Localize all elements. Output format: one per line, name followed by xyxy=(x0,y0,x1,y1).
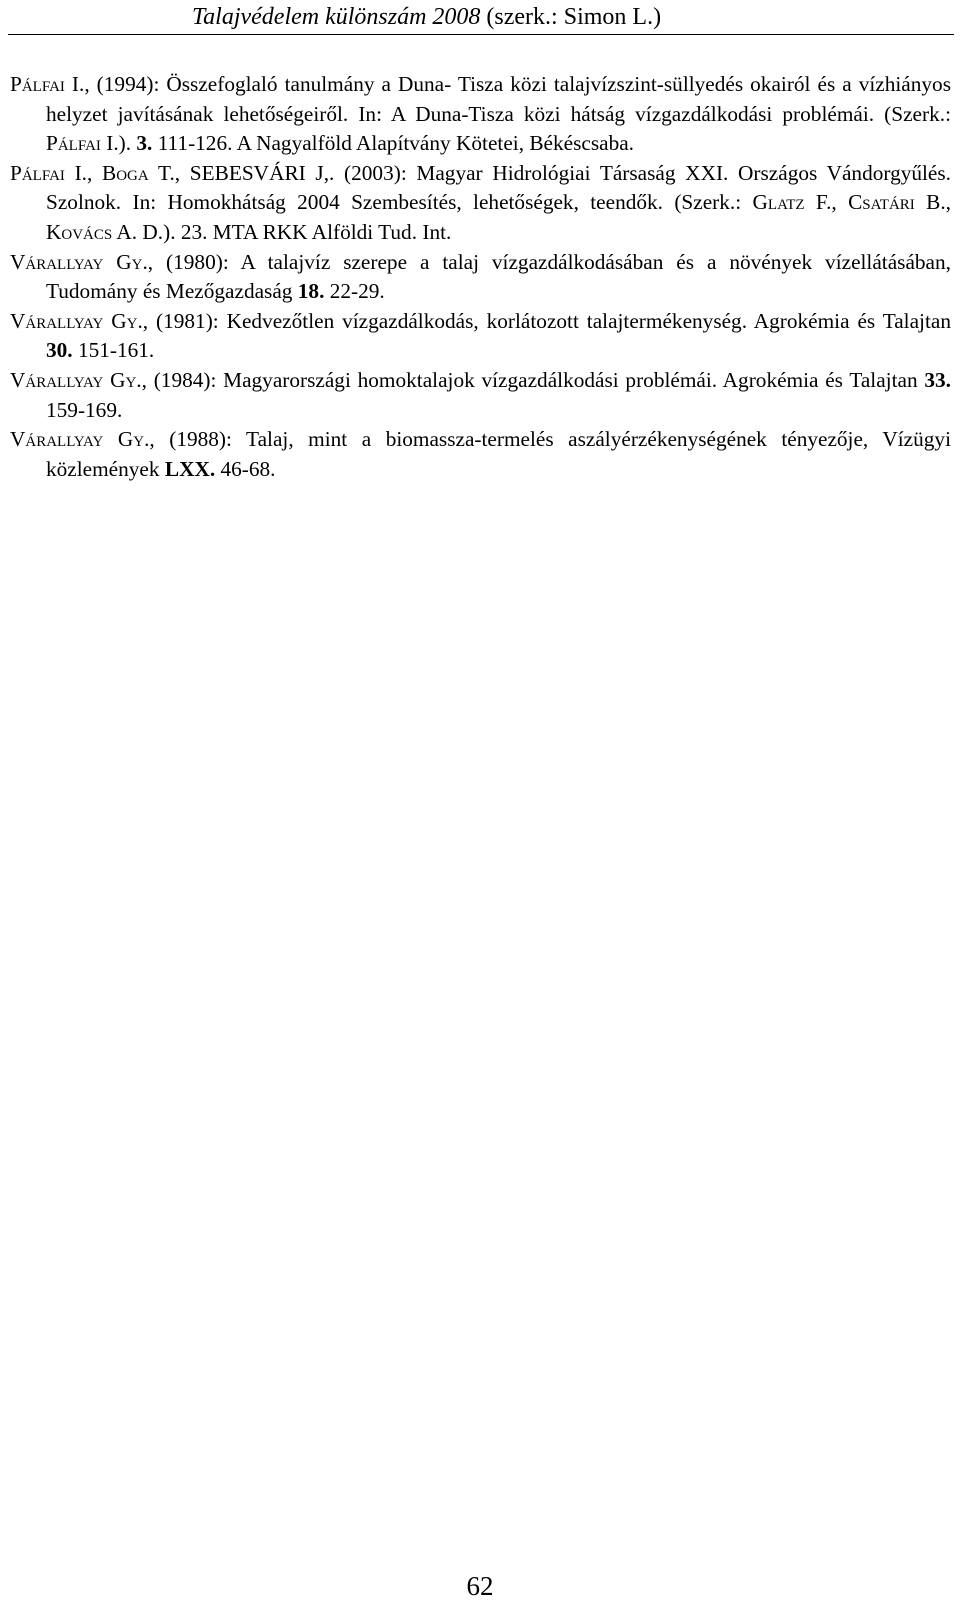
reference-item xyxy=(10,366,951,425)
journal-title: Talajvédelem különszám 2008 xyxy=(192,4,481,30)
reference-tail: A. D.). 23. MTA RKK Alföldi Tud. Int. xyxy=(112,219,452,244)
reference-text: I., xyxy=(64,160,103,185)
reference-author: Várallyay Gy. xyxy=(10,249,148,274)
reference-text: , (1980): A talajvíz szerepe a talaj vízgazdálkodásában és a növények vízellátásában, Tudomány és Mezőgazdaság xyxy=(46,249,951,304)
reference-text: , (1984): Magyarországi homoktalajok vízgazdálkodási problémái. Agrokémia és Talajtan xyxy=(141,367,925,392)
reference-text: B., xyxy=(914,190,952,215)
reference-author: Pálfai xyxy=(10,72,65,96)
reference-author: Boga xyxy=(102,160,149,185)
reference-author: Várallyay Gy. xyxy=(10,427,150,452)
page-number: 62 xyxy=(466,1571,494,1601)
reference-editor: Pálfai xyxy=(46,131,101,156)
reference-item xyxy=(10,159,951,248)
reference-item xyxy=(10,248,951,307)
reference-author: Várallyay Gy. xyxy=(10,308,143,333)
reference-tail: 111-126. A Nagyalföld Alapítvány Kötetei, Békéscsaba. xyxy=(152,131,635,156)
reference-volume: LXX. xyxy=(164,456,216,481)
reference-volume: 30. xyxy=(46,338,73,363)
running-header-text xyxy=(192,3,661,31)
reference-tail: 151-161. xyxy=(72,338,155,363)
reference-editor: Kovács xyxy=(46,219,113,244)
journal-editor: (szerk.: Simon L.) xyxy=(480,4,662,30)
header-rule xyxy=(8,34,954,35)
reference-item xyxy=(10,425,951,484)
reference-tail: 159-169. xyxy=(46,397,123,422)
reference-text: T., SEBESVÁRI J,. (2003): Magyar Hidrológiai Társaság XXI. Országos Vándorgyűlés. Szolnok. In: Homokhátság 2004 Szembesítés, lehetőségek, teendők. (Szerk.: xyxy=(46,160,952,215)
reference-text: , (1981): Kedvezőtlen vízgazdálkodás, korlátozott talajtermékenység. Agrokémia és Talajtan xyxy=(142,308,951,333)
reference-text: I., (1994): Összefoglaló tanulmány a Duna- Tisza közi talajvízszint-süllyedés okairól és a vízhiányos helyzet javításának lehetőségeiről. In: A Duna-Tisza közi hátság vízgazdálkodási problémái. (Szerk.: xyxy=(46,72,951,126)
reference-editor: Glatz xyxy=(752,190,805,215)
reference-item xyxy=(10,70,951,159)
reference-text: , (1988): Talaj, mint a biomassza-termelés aszályérzékenységének tényezője, Vízügyi közlemények xyxy=(46,427,951,481)
reference-editor: Csatári xyxy=(848,190,915,215)
reference-volume: 33. xyxy=(924,367,951,392)
reference-list xyxy=(10,70,951,484)
running-header xyxy=(0,0,960,36)
reference-author: Várallyay Gy. xyxy=(10,367,142,392)
reference-tail: 46-68. xyxy=(215,456,276,481)
reference-tail: 22-29. xyxy=(324,279,385,304)
reference-text: I.). xyxy=(100,131,137,156)
reference-item xyxy=(10,307,951,366)
reference-volume: 18. xyxy=(297,279,325,304)
reference-text: F., xyxy=(804,190,849,215)
reference-author: Pálfai xyxy=(10,160,65,185)
reference-volume: 3. xyxy=(136,131,153,156)
